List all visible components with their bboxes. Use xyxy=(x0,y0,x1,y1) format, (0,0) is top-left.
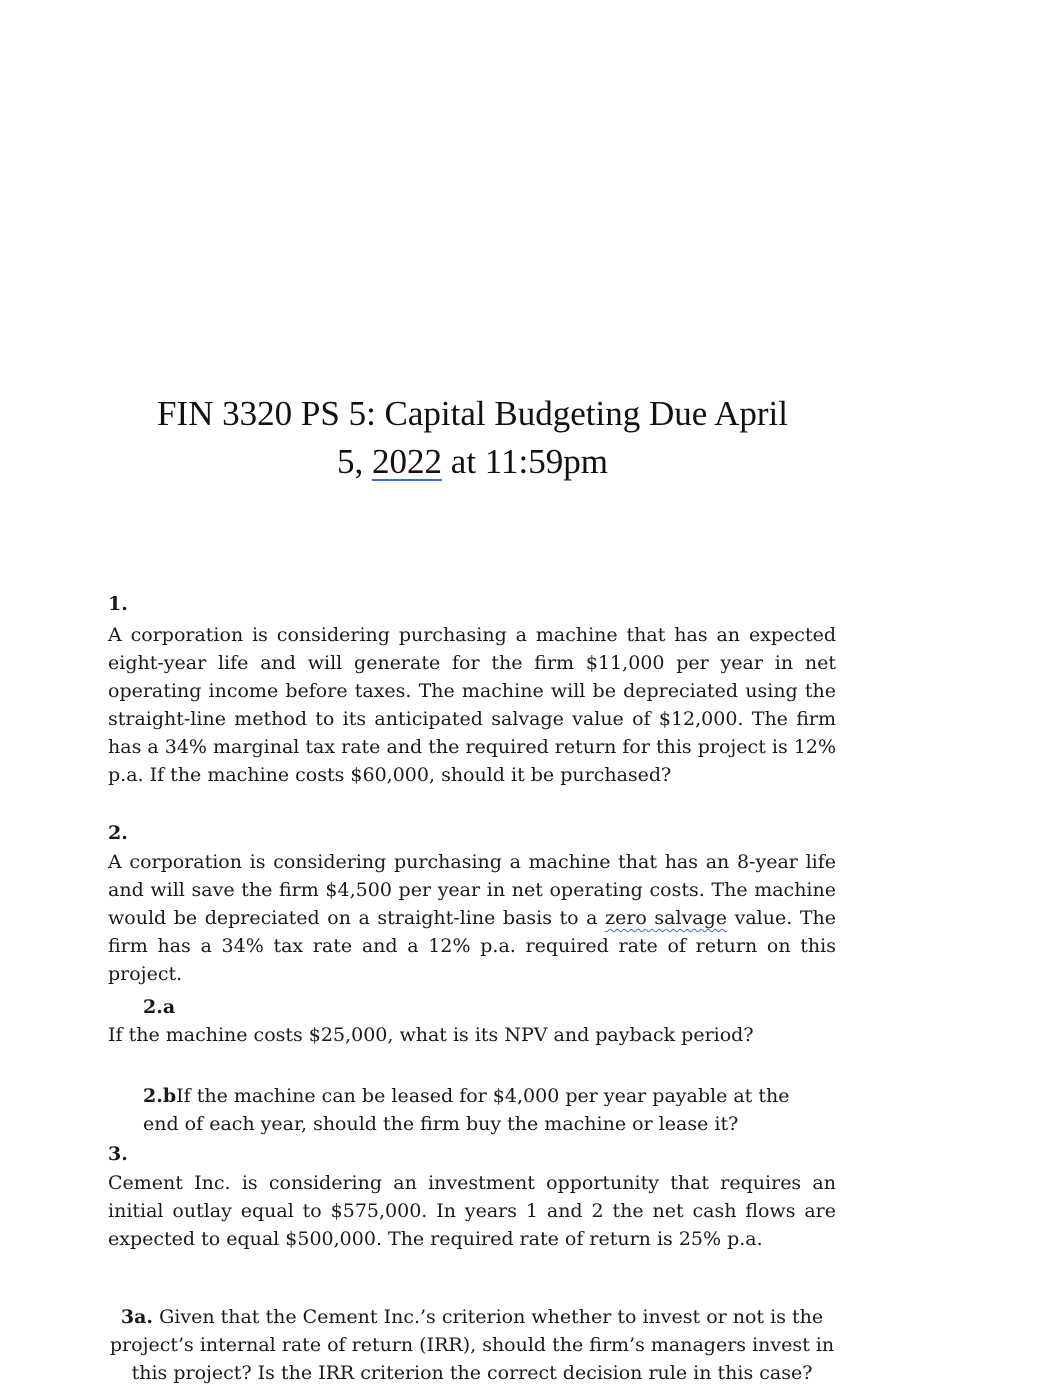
question-1-text: A corporation is considering purchasing a machine that has an expected eight-year life and will generate for the firm $11,000 per year in net operating income before taxes. The machine will be depreciated using the straight-line method to its anticipated salvage value of $12,000. The firm has a 34% marginal tax rate and the required return for this project is 12% p.a. If the machine costs $60,000, should it be purchased? xyxy=(108,624,836,786)
question-2b-text: If the machine can be leased for $4,000 per year payable at the end of each year, should the firm buy the machine or lease it? xyxy=(143,1085,790,1135)
title-line-1: FIN 3320 PS 5: Capital Budgeting Due April xyxy=(157,394,788,433)
question-1-number: 1. xyxy=(108,593,128,615)
question-2-flagged-phrase: zero salvage xyxy=(605,907,728,929)
question-3-text: Cement Inc. is considering an investment opportunity that requires an initial outlay equal to $575,000. In years 1 and 2 the net cash flows are expected to equal $500,000. The required rate of return is 25% p.a. xyxy=(108,1172,836,1250)
title-line-2-suffix: at 11:59pm xyxy=(442,442,608,481)
document-title xyxy=(100,390,845,486)
title-year-flagged: 2022 xyxy=(372,442,443,481)
question-3a-text: Given that the Cement Inc.’s criterion whether to invest or not is the project’s internal rate of return (IRR), should the firm’s managers invest in this project? Is the IRR criterion the correct decision rule in this case? xyxy=(109,1306,835,1384)
question-2-text-post: value. The firm has a 34% tax rate and a 12% p.a. required rate of return on this project. xyxy=(108,907,836,985)
question-2a-text: If the machine costs $25,000, what is its NPV and payback period? xyxy=(108,1024,754,1046)
question-3-number: 3. xyxy=(108,1143,128,1165)
question-2b xyxy=(143,1082,823,1138)
question-2b-label: 2.b xyxy=(143,1085,177,1107)
question-3a xyxy=(108,1303,836,1387)
question-2-number: 2. xyxy=(108,822,128,844)
question-3a-label: 3a. xyxy=(120,1306,154,1328)
title-line-2 xyxy=(100,438,845,486)
title-line-2-prefix: 5, xyxy=(337,442,373,481)
question-2-text-pre: A corporation is considering purchasing a machine that has an 8-year life and will save the firm $4,500 per year in net operating costs. The machine would be depreciated on a straight-line basis to a xyxy=(108,851,836,929)
question-2-text xyxy=(108,848,836,988)
question-2a-label: 2.a xyxy=(143,996,176,1018)
